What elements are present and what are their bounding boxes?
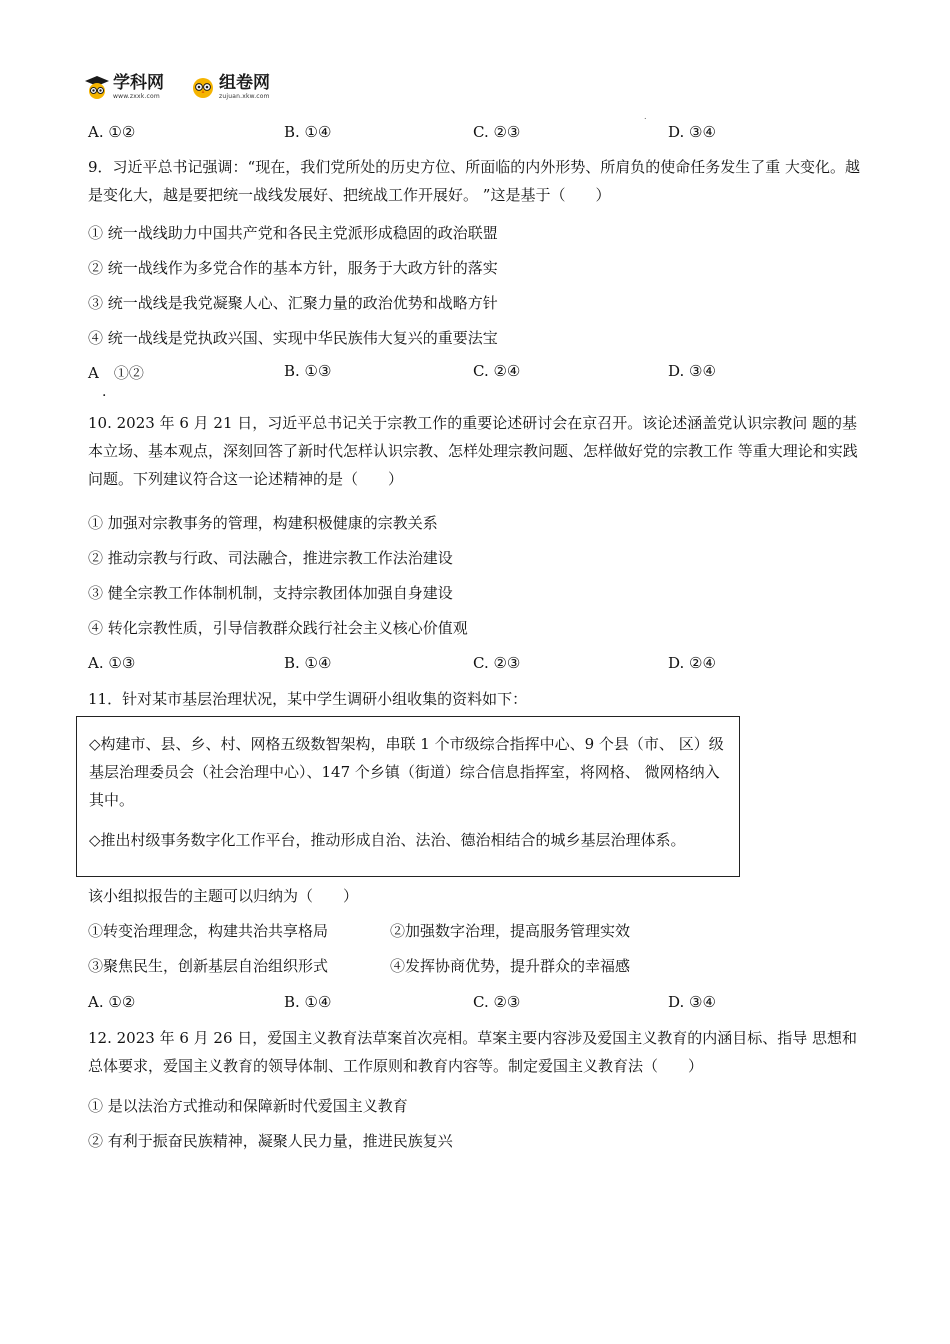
xkw-logo-url: www.zxxk.com: [113, 92, 160, 100]
q9-item-3: ③ 统一战线是我党凝聚人心、汇聚力量的政治优势和战略方针: [88, 294, 498, 312]
q11-material-box: [76, 716, 740, 877]
q11-option-b: B. ①④: [284, 993, 332, 1011]
q11-question: 该小组拟报告的主题可以归纳为（ ）: [88, 887, 359, 905]
q9-stem: 9．习近平总书记强调：“现在，我们党所处的历史方位、所面临的内外形势、所肩负的使命任务发生了重 大变化。越是变化大，越是要把统一战线发展好、把统战工作开展好。 ”这是基于（ ）: [88, 158, 860, 204]
q8-options: [88, 123, 878, 143]
q9-item-4: ④ 统一战线是党执政兴国、实现中华民族伟大复兴的重要法宝: [88, 329, 498, 347]
stray-mark: .: [644, 112, 647, 121]
q11-item-4: ④发挥协商优势，提升群众的幸福感: [390, 957, 631, 975]
q12-item-1: ① 是以法治方式推动和保障新时代爱国主义教育: [88, 1097, 408, 1115]
q11-option-a: A. ①②: [88, 993, 136, 1011]
q10-item-4: ④ 转化宗教性质，引导信教群众践行社会主义核心价值观: [88, 619, 468, 637]
xkw-logo-name: 学科网: [113, 72, 164, 93]
xkw-logo: [84, 70, 164, 104]
q11-options: [88, 993, 878, 1013]
stray-dot: ·: [102, 388, 107, 404]
q9-options: [88, 362, 878, 382]
q9-option-c: C. ②④: [473, 362, 521, 380]
q11-option-d: D. ③④: [668, 993, 716, 1011]
q11-item-1: ①转变治理理念，构建共治共享格局: [88, 922, 329, 940]
q10-option-a: A. ①③: [88, 654, 136, 672]
q10-option-b: B. ①④: [284, 654, 332, 672]
q10-item-2: ② 推动宗教与行政、司法融合，推进宗教工作法治建设: [88, 549, 453, 567]
q10-item-3: ③ 健全宗教工作体制机制，支持宗教团体加强自身建设: [88, 584, 453, 602]
zujuan-logo-name: 组卷网: [219, 72, 270, 93]
q8-option-c: C. ②③: [473, 123, 521, 141]
q9-item-2: ② 统一战线作为多党合作的基本方针，服务于大政方针的落实: [88, 259, 498, 277]
zujuan-logo-url: zujuan.xkw.com: [219, 92, 270, 100]
q10-option-d: D. ②④: [668, 654, 716, 672]
q11-option-c: C. ②③: [473, 993, 521, 1011]
q12-item-2: ② 有利于振奋民族精神，凝聚人民力量，推进民族复兴: [88, 1132, 453, 1150]
q11-stem: 11．针对某市基层治理状况，某中学生调研小组收集的资料如下：: [88, 690, 528, 708]
q8-option-a: A. ①②: [88, 123, 136, 141]
q11-material-1: ◇构建市、县、乡、村、网格五级数智架构，串联 1 个市级综合指挥中心、9 个县（市、 区）级基层治理委员会（社会治理中心）、147 个乡镇（街道）综合信息指挥室，将网格、 微网格纳入其中。: [89, 735, 724, 809]
q11-item-2: ②加强数字治理，提高服务管理实效: [390, 922, 631, 940]
q9-option-b: B. ①③: [284, 362, 332, 380]
q10-stem: 10. 2023 年 6 月 21 日，习近平总书记关于宗教工作的重要论述研讨会在京召开。该论述涵盖党认识宗教问 题的基本立场、基本观点，深刻回答了新时代怎样认识宗教、怎样处理宗教问题、怎样做好党的宗教工作 等重大理论和实践问题。下列建议符合这一论述精神的是（ ）: [88, 414, 858, 488]
q9-item-1: ① 统一战线助力中国共产党和各民主党派形成稳固的政治联盟: [88, 224, 498, 242]
owl-icon: [190, 74, 216, 100]
q10-option-c: C. ②③: [473, 654, 521, 672]
zujuan-logo: [190, 70, 270, 104]
q10-item-1: ① 加强对宗教事务的管理，构建积极健康的宗教关系: [88, 514, 438, 532]
q11-material-2: ◇推出村级事务数字化工作平台，推动形成自治、法治、德治相结合的城乡基层治理体系。: [89, 831, 686, 849]
q8-option-b: B. ①④: [284, 123, 332, 141]
q10-options: [88, 654, 878, 674]
q9-option-a: A ①②: [88, 364, 144, 382]
q8-option-d: D. ③④: [668, 123, 716, 141]
owl-graduate-icon: [84, 74, 110, 100]
q12-stem: 12. 2023 年 6 月 26 日，爱国主义教育法草案首次亮相。草案主要内容涉及爱国主义教育的内涵目标、指导 思想和总体要求，爱国主义教育的领导体制、工作原则和教育内容等。制定爱国主义教育法（ ）: [88, 1029, 858, 1075]
q9-option-d: D. ③④: [668, 362, 716, 380]
q11-item-3: ③聚焦民生，创新基层自治组织形式: [88, 957, 329, 975]
